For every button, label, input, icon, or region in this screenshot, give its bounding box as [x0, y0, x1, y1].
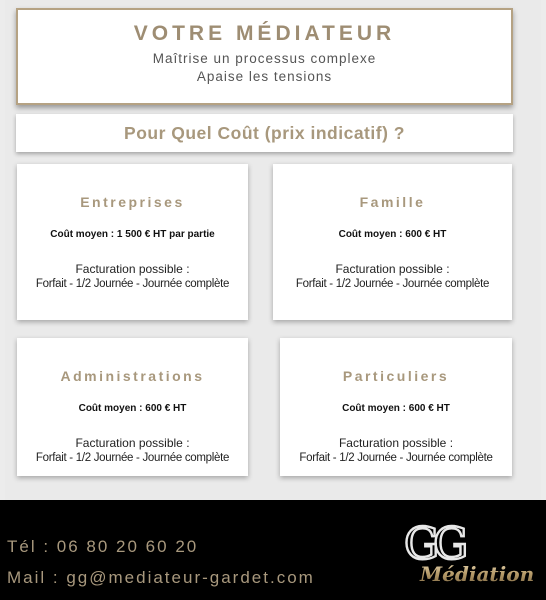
card-billing: Facturation possible :	[338, 436, 454, 450]
phone-text: Tél : 06 80 20 60 20	[7, 537, 199, 556]
card-options: Forfait - 1/2 Journée - Journée complète	[295, 278, 490, 290]
card-cost: Coût moyen : 600 € HT	[338, 229, 447, 240]
logo-letters: GG	[404, 519, 463, 570]
pricing-card-famille	[273, 164, 512, 320]
pricing-card-particuliers	[280, 338, 512, 476]
card-cost: Coût moyen : 600 € HT	[342, 403, 450, 414]
card-cost: Coût moyen : 1 500 € HT par partie	[50, 229, 215, 240]
card-billing: Facturation possible :	[75, 436, 190, 450]
mediator-header-box	[16, 8, 513, 105]
pricing-card-entreprises	[17, 164, 248, 320]
card-title: Particuliers	[342, 368, 450, 384]
header-title: VOTRE MÉDIATEUR	[133, 22, 396, 45]
header-tagline-2: Apaise les tensions	[196, 69, 333, 84]
email-link[interactable]: Mail : gg@mediateur-gardet.com	[7, 568, 315, 587]
logo-word: Médiation	[420, 562, 535, 586]
pricing-card-administrations	[17, 338, 248, 476]
header-tagline-1: Maîtrise un processus complexe	[152, 51, 377, 66]
card-billing: Facturation possible :	[335, 262, 450, 276]
card-billing: Facturation possible :	[75, 262, 190, 276]
card-options: Forfait - 1/2 Journée - Journée complète	[35, 278, 230, 290]
gg-mediation-logo	[398, 515, 544, 589]
card-options: Forfait - 1/2 Journée - Journée complète	[35, 452, 230, 464]
card-options: Forfait - 1/2 Journée - Journée complète	[299, 452, 493, 464]
card-cost: Coût moyen : 600 € HT	[78, 403, 187, 414]
card-title: Administrations	[60, 368, 205, 384]
card-title: Entreprises	[80, 194, 185, 210]
cost-heading: Pour Quel Coût (prix indicatif) ?	[16, 114, 513, 152]
card-title: Famille	[359, 194, 426, 210]
